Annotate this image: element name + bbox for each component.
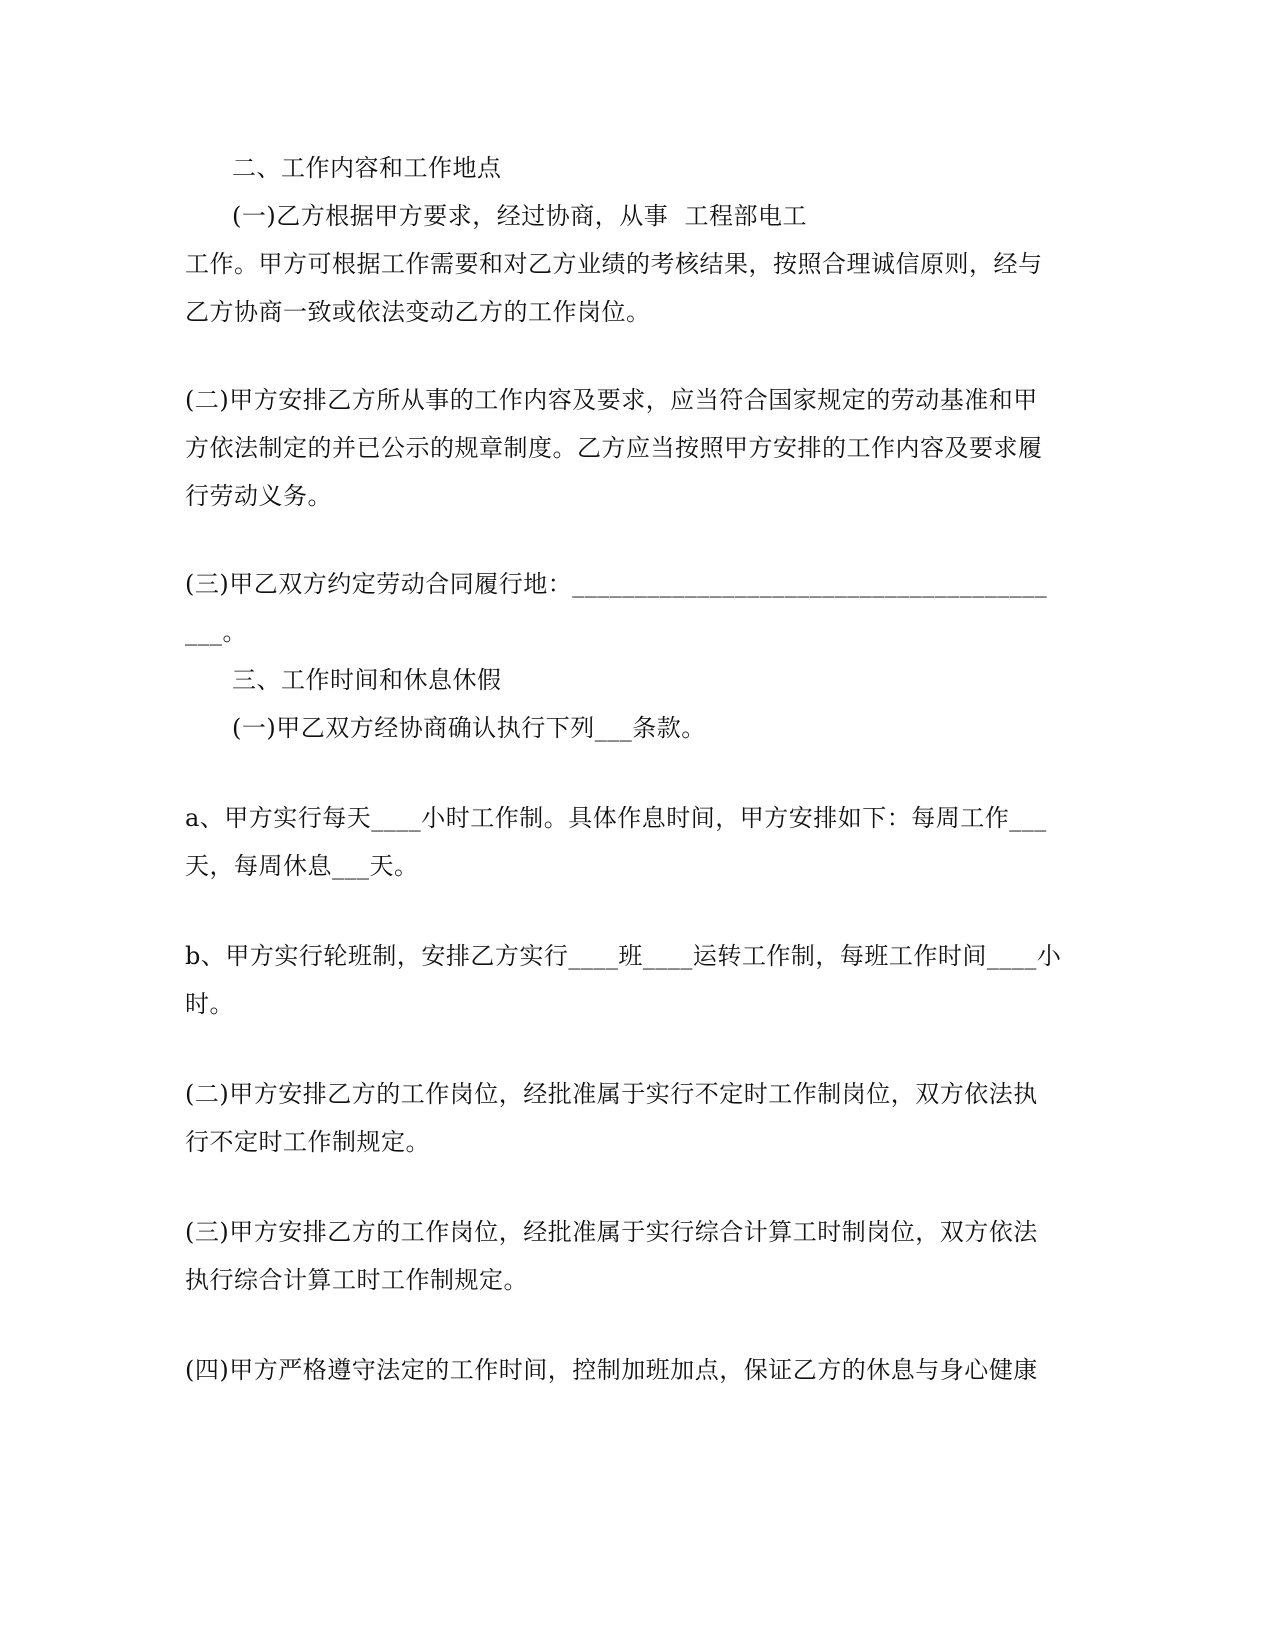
paragraph-line: (二)甲方安排乙方的工作岗位，经批准属于实行不定时工作制岗位，双方依法执 bbox=[185, 1080, 1038, 1108]
paragraph-line: (三)甲方安排乙方的工作岗位，经批准属于实行综合计算工时制岗位，双方依法 bbox=[185, 1218, 1038, 1246]
paragraph-line: 工作。甲方可根据工作需要和对乙方业绩的考核结果，按照合理诚信原则，经与 bbox=[185, 250, 1043, 278]
paragraph-line: 天，每周休息___天。 bbox=[185, 852, 419, 880]
paragraph-line: 行劳动义务。 bbox=[185, 482, 332, 510]
paragraph-line: 乙方协商一致或依法变动乙方的工作岗位。 bbox=[185, 298, 651, 326]
paragraph-line: ___。 bbox=[185, 618, 247, 646]
paragraph-line: b、甲方实行轮班制，安排乙方实行____班____运转工作制，每班工作时间____小 bbox=[185, 942, 1062, 970]
paragraph-line: 执行综合计算工时工作制规定。 bbox=[185, 1266, 528, 1294]
paragraph-line: (二)甲方安排乙方所从事的工作内容及要求，应当符合国家规定的劳动基准和甲 bbox=[185, 386, 1038, 414]
paragraph-line: (三)甲乙双方约定劳动合同履行地：______________________________________ bbox=[185, 570, 1048, 598]
paragraph-line: 方依法制定的并已公示的规章制度。乙方应当按照甲方安排的工作内容及要求履 bbox=[185, 434, 1043, 462]
paragraph-line: 行不定时工作制规定。 bbox=[185, 1128, 430, 1156]
paragraph-line: (一)乙方根据甲方要求，经过协商，从事 工程部电工 bbox=[232, 202, 807, 230]
paragraph-line: a、甲方实行每天____小时工作制。具体作息时间，甲方安排如下：每周工作___ bbox=[185, 804, 1047, 832]
section-heading-work-content: 二、工作内容和工作地点 bbox=[232, 154, 502, 182]
paragraph-line: (四)甲方严格遵守法定的工作时间，控制加班加点，保证乙方的休息与身心健康 bbox=[185, 1356, 1038, 1384]
section-heading-working-hours: 三、工作时间和休息休假 bbox=[232, 666, 502, 694]
paragraph-line: 时。 bbox=[185, 990, 234, 1018]
paragraph-line: (一)甲乙双方经协商确认执行下列___条款。 bbox=[232, 714, 706, 742]
